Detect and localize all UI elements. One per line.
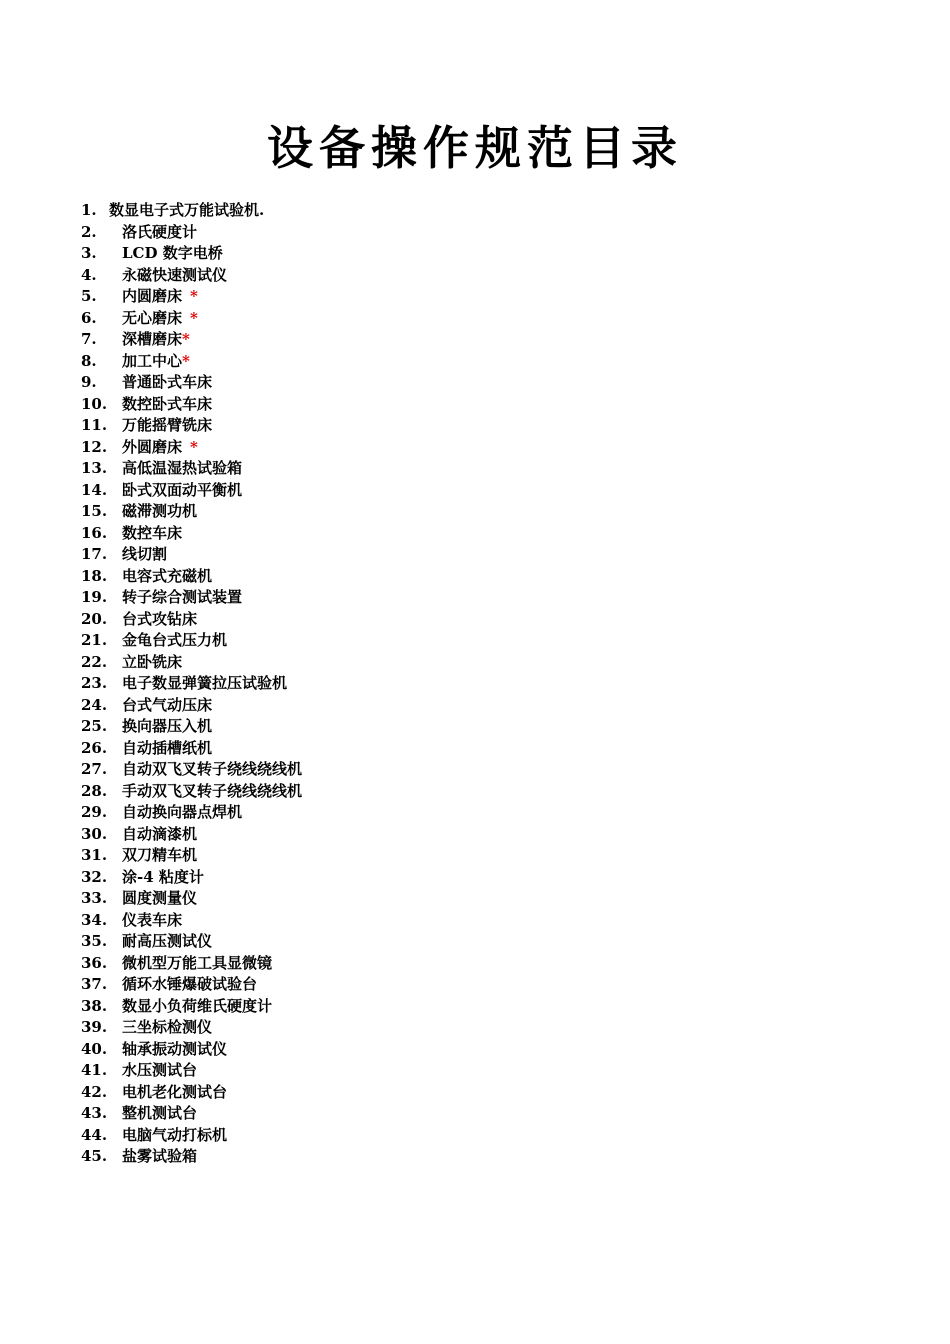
item-number: 45.: [81, 1147, 108, 1165]
list-item: [81, 910, 302, 932]
asterisk-mark: *: [190, 437, 198, 456]
item-number: 1.: [81, 201, 97, 219]
list-item: [81, 888, 302, 910]
item-label: 普通卧式车床: [122, 373, 213, 391]
item-label: 自动插槽纸机: [122, 738, 213, 757]
item-number: 9.: [81, 373, 97, 391]
list-item: [81, 415, 302, 437]
list-item: [81, 329, 302, 351]
item-number: 18.: [81, 566, 108, 585]
item-number: 20.: [81, 609, 108, 628]
item-label: 整机测试台: [122, 1104, 198, 1122]
item-number: 10.: [81, 394, 108, 413]
item-number: 33.: [81, 889, 108, 907]
item-number: 8.: [81, 351, 97, 370]
item-number: 27.: [81, 760, 108, 778]
list-item: [81, 609, 302, 631]
item-number: 28.: [81, 781, 108, 800]
item-label: 仪表车床: [122, 910, 183, 929]
list-item: [81, 243, 302, 265]
item-label: 轴承振动测试仪: [122, 1039, 228, 1058]
item-label: 卧式双面动平衡机: [122, 480, 243, 499]
item-label: 数显电子式万能试验机.: [109, 201, 265, 219]
item-number: 42.: [81, 1082, 108, 1101]
item-label: 手动双飞叉转子绕线绕线机: [122, 781, 303, 800]
item-label: 涂-4 粘度计: [122, 867, 204, 886]
list-item: [81, 1082, 302, 1104]
item-label: 数控车床: [122, 523, 183, 542]
asterisk-mark: *: [182, 330, 190, 348]
list-item: [81, 458, 302, 480]
item-label: 换向器压入机: [122, 717, 213, 735]
item-label: 水压测试台: [122, 1061, 198, 1079]
item-label: 加工中心: [122, 351, 183, 370]
item-number: 38.: [81, 996, 108, 1015]
list-item: [81, 544, 302, 566]
item-number: 32.: [81, 867, 108, 886]
item-number: 21.: [81, 631, 108, 649]
list-item: [81, 1039, 302, 1061]
item-number: 3.: [81, 244, 97, 262]
list-item: [81, 759, 302, 781]
item-number: 30.: [81, 824, 108, 843]
list-item: [81, 695, 302, 717]
list-item: [81, 587, 302, 609]
list-item: [81, 845, 302, 867]
asterisk-mark: *: [190, 287, 198, 305]
item-number: 44.: [81, 1125, 108, 1144]
list-item: [81, 351, 302, 373]
item-label: 磁滞测功机: [122, 502, 198, 520]
item-label: 电脑气动打标机: [122, 1125, 228, 1144]
list-item: [81, 673, 302, 695]
toc-list: [81, 200, 302, 1168]
item-label: 线切割: [122, 545, 168, 563]
item-number: 40.: [81, 1039, 108, 1058]
item-label: 耐高压测试仪: [122, 932, 213, 950]
item-label: 万能摇臂铣床: [122, 416, 213, 434]
list-item: [81, 974, 302, 996]
item-number: 41.: [81, 1061, 108, 1079]
item-number: 16.: [81, 523, 108, 542]
item-label: 电容式充磁机: [122, 566, 213, 585]
item-label: 数显小负荷维氏硬度计: [122, 996, 273, 1015]
item-label: 自动双飞叉转子绕线绕线机: [122, 760, 303, 778]
item-number: 29.: [81, 803, 108, 821]
item-number: 37.: [81, 975, 108, 993]
item-number: 19.: [81, 588, 108, 606]
item-number: 25.: [81, 717, 108, 735]
item-number: 6.: [81, 308, 97, 327]
list-item: [81, 480, 302, 502]
item-number: 31.: [81, 846, 108, 864]
list-item: [81, 265, 302, 287]
list-item: [81, 308, 302, 330]
item-number: 5.: [81, 287, 97, 305]
item-label: 双刀精车机: [122, 846, 198, 864]
item-number: 2.: [81, 222, 97, 241]
item-label: 立卧铣床: [122, 652, 183, 671]
item-number: 36.: [81, 953, 108, 972]
list-item: [81, 501, 302, 523]
item-number: 11.: [81, 416, 108, 434]
list-item: [81, 222, 302, 244]
item-label: 永磁快速测试仪: [122, 265, 228, 284]
item-number: 12.: [81, 437, 108, 456]
item-number: 14.: [81, 480, 108, 499]
item-number: 34.: [81, 910, 108, 929]
list-item: [81, 824, 302, 846]
list-item: [81, 1125, 302, 1147]
item-label: 外圆磨床: [122, 437, 183, 456]
list-item: [81, 931, 302, 953]
list-item: [81, 1103, 302, 1125]
list-item: [81, 1060, 302, 1082]
item-label: 洛氏硬度计: [122, 222, 198, 241]
item-number: 23.: [81, 674, 108, 692]
item-label: 台式气动压床: [122, 695, 213, 714]
list-item: [81, 437, 302, 459]
item-label: 数控卧式车床: [122, 394, 213, 413]
list-item: [81, 394, 302, 416]
item-label: 内圆磨床: [122, 287, 183, 305]
item-number: 17.: [81, 545, 108, 563]
list-item: [81, 716, 302, 738]
item-label: 微机型万能工具显微镜: [122, 953, 273, 972]
list-item: [81, 781, 302, 803]
item-number: 43.: [81, 1104, 108, 1122]
item-label: 台式攻钻床: [122, 609, 198, 628]
item-label: 盐雾试验箱: [122, 1147, 198, 1165]
item-number: 39.: [81, 1018, 108, 1036]
item-label: 圆度测量仪: [122, 889, 198, 907]
asterisk-mark: *: [182, 351, 190, 370]
list-item: [81, 286, 302, 308]
list-item: [81, 738, 302, 760]
list-item: [81, 372, 302, 394]
item-label: 三坐标检测仪: [122, 1018, 213, 1036]
item-label: 自动换向器点焊机: [122, 803, 243, 821]
list-item: [81, 652, 302, 674]
item-number: 26.: [81, 738, 108, 757]
list-item: [81, 566, 302, 588]
list-item: [81, 630, 302, 652]
item-label: 循环水锤爆破试验台: [122, 975, 258, 993]
item-number: 15.: [81, 502, 108, 520]
list-item: [81, 1017, 302, 1039]
list-item: [81, 200, 302, 222]
asterisk-mark: *: [190, 308, 198, 327]
list-item: [81, 523, 302, 545]
page-title: 设备操作规范目录: [267, 121, 683, 175]
item-number: 22.: [81, 652, 108, 671]
item-label: 深槽磨床: [122, 330, 183, 348]
item-label: 金龟台式压力机: [122, 631, 228, 649]
item-number: 7.: [81, 330, 97, 348]
list-item: [81, 802, 302, 824]
list-item: [81, 867, 302, 889]
item-label: 高低温湿热试验箱: [122, 459, 243, 477]
item-label: 转子综合测试装置: [122, 588, 243, 606]
item-label: 电机老化测试台: [122, 1082, 228, 1101]
item-label: 电子数显弹簧拉压试验机: [122, 674, 288, 692]
list-item: [81, 1146, 302, 1168]
item-number: 4.: [81, 265, 97, 284]
item-label: 自动滴漆机: [122, 824, 198, 843]
item-number: 13.: [81, 459, 108, 477]
list-item: [81, 996, 302, 1018]
item-label: LCD 数字电桥: [122, 244, 223, 262]
item-number: 35.: [81, 932, 108, 950]
list-item: [81, 953, 302, 975]
item-number: 24.: [81, 695, 108, 714]
item-label: 无心磨床: [122, 308, 183, 327]
